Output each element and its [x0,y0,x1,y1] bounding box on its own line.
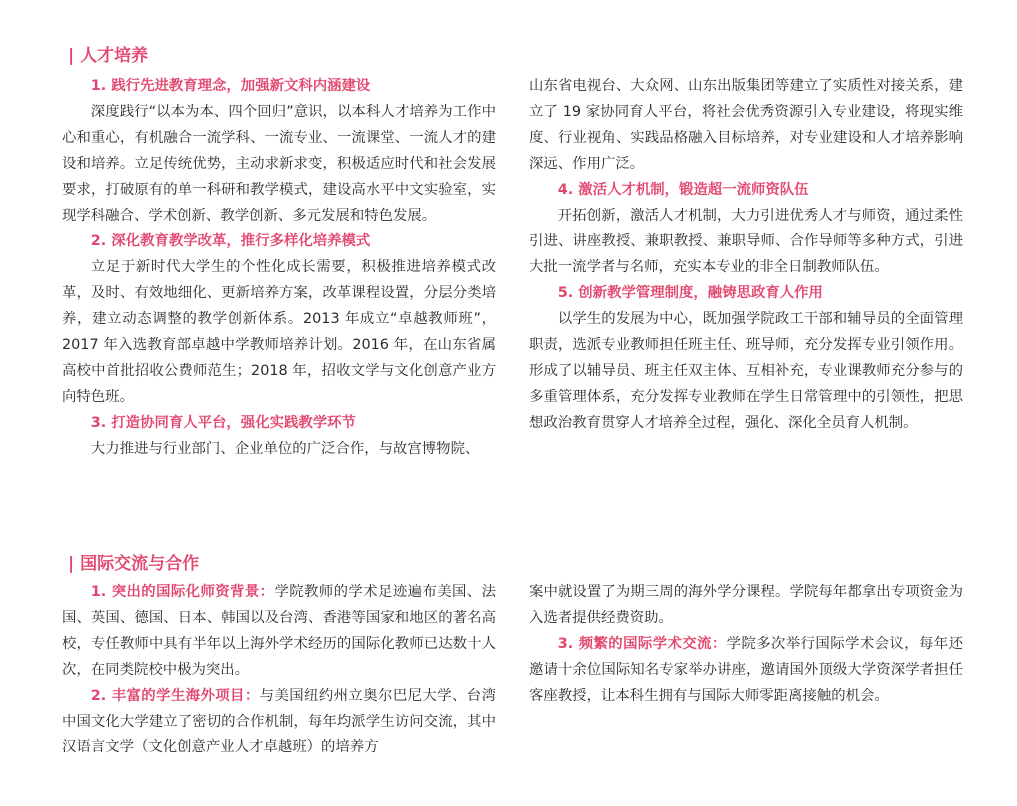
talent-heading-3: 3. 打造协同育人平台，强化实践教学环节 [90,414,356,431]
talent-paragraph-4: 开拓创新，激活人才机制，大力引进优秀人才与师资，通过柔性引进、讲座教授、兼职教授、兼职导师、合作导师等多种方式，引进大批一流学者与名师，充实本专业的非全日制教师队伍。 [529,207,963,276]
international-text-1: 学院教师的学术足迹遍布美国、法国、英国、德国、日本、韩国以及台湾、香港等国家和地区的著名高校，专任教师中具有半年以上海外学术经历的国际化教师已达数十人次，在同类院校中极为突出。 [62,584,496,678]
talent-paragraph-3-end: 山东省电视台、大众网、山东出版集团等建立了实质性对接关系，建立了 19 家协同育人平台，将社会优秀资源引入专业建设，将现实维度、行业视角、实践品格融入目标培养，对专业建设和人才培养影响深远、作用广泛。 [529,78,963,172]
talent-paragraph-5: 以学生的发展为中心，既加强学院政工干部和辅导员的全面管理职责，选派专业教师担任班主任、班导师，充分发挥专业引领作用。形成了以辅导员、班主任双主体、互相补充，专业课教师充分参与的多重管理体系，充分发挥专业教师在学生日常管理中的引领性，把思想政治教育贯穿人才培养全过程，强化、深化全员育人机制。 [529,311,963,431]
talent-paragraph-3-start: 大力推进与行业部门、企业单位的广泛合作，与故宫博物院、 [90,440,480,457]
international-column-left [62,580,496,761]
international-heading-3: 3. 频繁的国际学术交流： [557,635,727,652]
international-item-2 [62,684,496,762]
international-heading-1: 1. 突出的国际化师资背景： [90,584,275,600]
talent-heading-1: 1. 践行先进教育理念，加强新文科内涵建设 [90,78,371,94]
international-item-3 [529,632,963,710]
talent-heading-5: 5. 创新教学管理制度，融铸思政育人作用 [557,285,823,302]
international-column-right [529,580,963,710]
international-item-1 [62,580,496,684]
talent-column-right [529,74,963,437]
talent-heading-4: 4. 激活人才机制，锻造超一流师资队伍 [557,181,809,198]
section-title-talent: | 人才培养 [68,46,149,66]
talent-paragraph-1: 深度践行“以本为本、四个回归”意识，以本科人才培养为工作中心和重心，有机融合一流学科、一流专业、一流课堂、一流人才的建设和培养。立足传统优势，主动求新求变，积极适应时代和社会发展要求，打破原有的单一科研和教学模式，建设高水平中文实验室，实现学科融合、学术创新、教学创新、多元发展和特色发展。 [62,103,496,224]
talent-paragraph-2: 立足于新时代大学生的个性化成长需要，积极推进培养模式改革，及时、有效地细化、更新培养方案，改革课程设置，分层分类培养，建立动态调整的教学创新体系。2013 年成立“卓越教师班”，2017 年入选教育部卓越中学教师培养计划。2016 年，在山东省属高校中首批招收公费师范生；2018 年，招收文学与文化创意产业方向特色班。 [62,259,496,405]
talent-heading-2: 2. 深化教育教学改革，推行多样化培养模式 [90,233,371,250]
international-text-2-end: 案中就设置了为期三周的海外学分课程。学院每年都拿出专项资金为入选者提供经费资助。 [529,584,963,626]
international-text-3: 学院多次举行国际学术会议，每年还邀请十余位国际知名专家举办讲座，邀请国外顶级大学资深学者担任客座教授，让本科生拥有与国际大师零距离接触的机会。 [529,635,963,704]
section-title-international: | 国际交流与合作 [68,554,200,574]
talent-column-left [62,74,496,463]
international-heading-2: 2. 丰富的学生海外项目： [90,687,260,704]
international-text-2-start: 与美国纽约州立奥尔巴尼大学、台湾中国文化大学建立了密切的合作机制，每年均派学生访问交流，其中汉语言文学（文化创意产业人才卓越班）的培养方 [62,687,496,756]
